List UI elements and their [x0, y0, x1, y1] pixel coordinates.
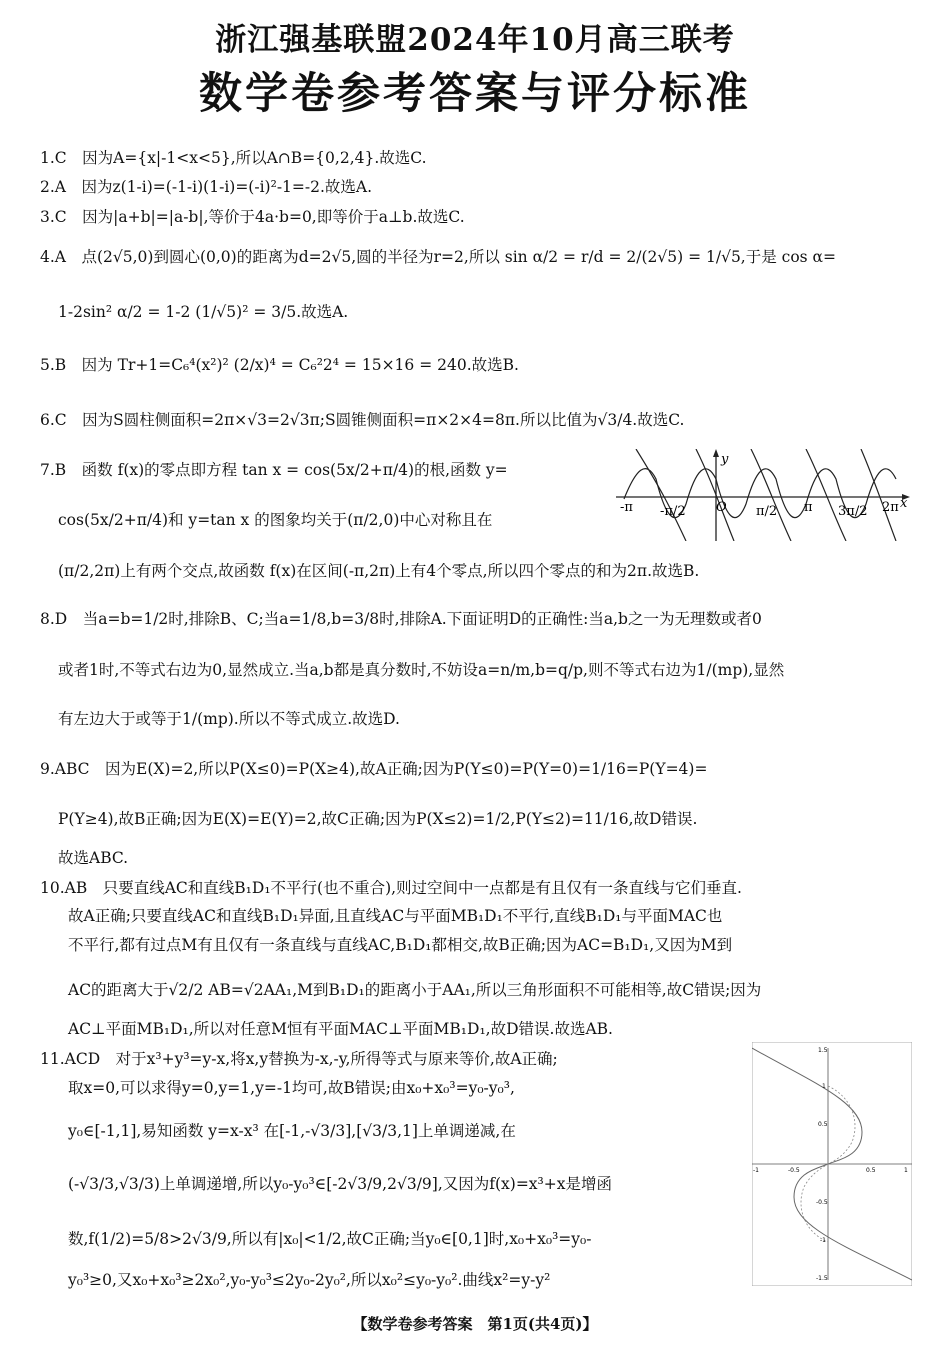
- answer-q5: 5.B 因为 Tr+1=C₆⁴(x²)² (2/x)⁴ = C₆²2⁴ = 15×16 = 240.故选B.: [40, 356, 519, 374]
- answer-q3: 3.C 因为|a+b|=|a-b|,等价于4a·b=0,即等价于a⊥b.故选C.: [40, 208, 465, 226]
- q7-origin-label: O: [716, 500, 727, 515]
- answer-q11-line2: 取x=0,可以求得y=0,y=1,y=-1均可,故B错误;由x₀+x₀³=y₀-y₀³,: [68, 1079, 515, 1097]
- q11-ytick-1: 1: [822, 1083, 826, 1090]
- q7-y-arrow: [713, 449, 719, 457]
- answer-q8-line1: 8.D 当a=b=1/2时,排除B、C;当a=1/8,b=3/8时,排除A.下面证明D的正确性:当a,b之一为无理数或者0: [40, 610, 762, 628]
- q11-ytick-1-5: 1.5: [818, 1047, 828, 1054]
- q7-tick-pi: π: [804, 500, 813, 515]
- answer-q7-line3: (π/2,2π)上有两个交点,故函数 f(x)在区间(-π,2π)上有4个零点,所以四个零点的和为2π.故选B.: [58, 562, 700, 580]
- answer-q10-line3: 不平行,都有过点M有且仅有一条直线与直线AC,B₁D₁都相交,故B正确;因为AC=B₁D₁,又因为M到: [68, 936, 733, 954]
- q11-xtick-0-5: 0.5: [866, 1167, 876, 1174]
- answer-q9-line1: 9.ABC 因为E(X)=2,所以P(X≤0)=P(X≥4),故A正确;因为P(Y≤0)=P(Y=0)=1/16=P(Y=4)=: [40, 760, 708, 778]
- answer-q10-line4: AC的距离大于√2/2 AB=√2AA₁,M到B₁D₁的距离小于AA₁,所以三角形面积不可能相等,故C错误;因为: [68, 981, 762, 999]
- q7-axis-x-label: x: [900, 496, 908, 511]
- q7-tick-half-pi: π/2: [756, 504, 778, 519]
- answer-q7-line2: cos(5x/2+π/4)和 y=tan x 的图象均关于(π/2,0)中心对称且在: [58, 511, 493, 529]
- answer-q1: 1.C 因为A={x|-1<x<5},所以A∩B={0,2,4}.故选C.: [40, 149, 427, 167]
- answer-q10-line1: 10.AB 只要直线AC和直线B₁D₁不平行(也不重合),则过空间中一点都是有且仅有一条直线与它们垂直.: [40, 879, 742, 897]
- q7-tick-neg-half-pi: -π/2: [660, 504, 686, 519]
- q7-tick-neg-pi: -π: [620, 500, 633, 515]
- answer-q11-line5: 数,f(1/2)=5/8>2√3/9,所以有|x₀|<1/2,故C正确;当y₀∈[0,1]时,x₀+x₀³=y₀-: [68, 1230, 592, 1248]
- answer-q10-line5: AC⊥平面MB₁D₁,所以对任意M恒有平面MAC⊥平面MB₁D₁,故D错误.故选AB.: [68, 1020, 613, 1038]
- answer-q8-line3: 有左边大于或等于1/(mp).所以不等式成立.故选D.: [58, 710, 400, 728]
- q11-xtick-1: 1: [904, 1167, 908, 1174]
- q7-axis-y-label: y: [721, 452, 729, 467]
- q11-curve-graph: [752, 1042, 912, 1286]
- answer-q9-line3: 故选ABC.: [58, 849, 129, 867]
- answer-q6: 6.C 因为S圆柱侧面积=2π×√3=2√3π;S圆锥侧面积=π×2×4=8π.所以比值为√3/4.故选C.: [40, 411, 685, 429]
- q11-ytick-0-5: 0.5: [818, 1121, 828, 1128]
- answer-q11-line6: y₀³≥0,又x₀+x₀³≥2x₀²,y₀-y₀³≤2y₀-2y₀²,所以x₀²≤y₀-y₀².曲线x²=y-y²: [68, 1271, 551, 1289]
- q11-ytick-neg-1-5: -1.5: [816, 1275, 828, 1282]
- q7-tan-branch-3: [751, 449, 791, 541]
- answer-q10-line2: 故A正确;只要直线AC和直线B₁D₁异面,且直线AC与平面MB₁D₁不平行,直线B₁D₁与平面MAC也: [68, 907, 723, 925]
- answer-key-title: 数学卷参考答案与评分标准: [199, 69, 751, 119]
- exam-title: 浙江强基联盟2024年10月高三联考: [215, 22, 735, 58]
- answer-q9-line2: P(Y≥4),故B正确;因为E(X)=E(Y)=2,故C正确;因为P(X≤2)=1/2,P(Y≤2)=11/16,故D错误.: [58, 810, 698, 828]
- q11-xtick-neg-1: -1: [753, 1167, 759, 1174]
- q11-ytick-neg-0-5: -0.5: [816, 1199, 828, 1206]
- q7-tan-branch-5: [861, 449, 896, 541]
- q7-function-graph: [616, 449, 910, 541]
- answer-q2: 2.A 因为z(1-i)=(-1-i)(1-i)=(-i)²-1=-2.故选A.: [40, 178, 373, 196]
- answer-q11-line3: y₀∈[-1,1],易知函数 y=x-x³ 在[-1,-√3/3],[√3/3,1]上单调递减,在: [68, 1122, 516, 1140]
- answer-q11-line1: 11.ACD 对于x³+y³=y-x,将x,y替换为-x,-y,所得等式与原来等价,故A正确;: [40, 1050, 558, 1068]
- answer-q4-line1: 4.A 点(2√5,0)到圆心(0,0)的距离为d=2√5,圆的半径为r=2,所以 sin α/2 = r/d = 2/(2√5) = 1/√5,于是 cos α=: [40, 248, 837, 266]
- answer-q7-line1: 7.B 函数 f(x)的零点即方程 tan x = cos(5x/2+π/4)的根,函数 y=: [40, 461, 508, 479]
- q11-xtick-neg-0-5: -0.5: [788, 1167, 800, 1174]
- answer-q4-line2: 1-2sin² α/2 = 1-2 (1/√5)² = 3/5.故选A.: [58, 303, 349, 321]
- q7-tick-two-pi: 2π: [882, 500, 899, 515]
- q7-tick-three-half-pi: 3π/2: [838, 504, 868, 519]
- q11-ytick-neg-1: -1: [820, 1237, 826, 1244]
- page-footer: 【数学卷参考答案 第1页(共4页)】: [352, 1315, 598, 1333]
- answer-q11-line4: (-√3/3,√3/3)上单调递增,所以y₀-y₀³∈[-2√3/9,2√3/9],又因为f(x)=x³+x是增函: [68, 1175, 612, 1193]
- answer-q8-line2: 或者1时,不等式右边为0,显然成立.当a,b都是真分数时,不妨设a=n/m,b=q/p,则不等式右边为1/(mp),显然: [58, 661, 785, 679]
